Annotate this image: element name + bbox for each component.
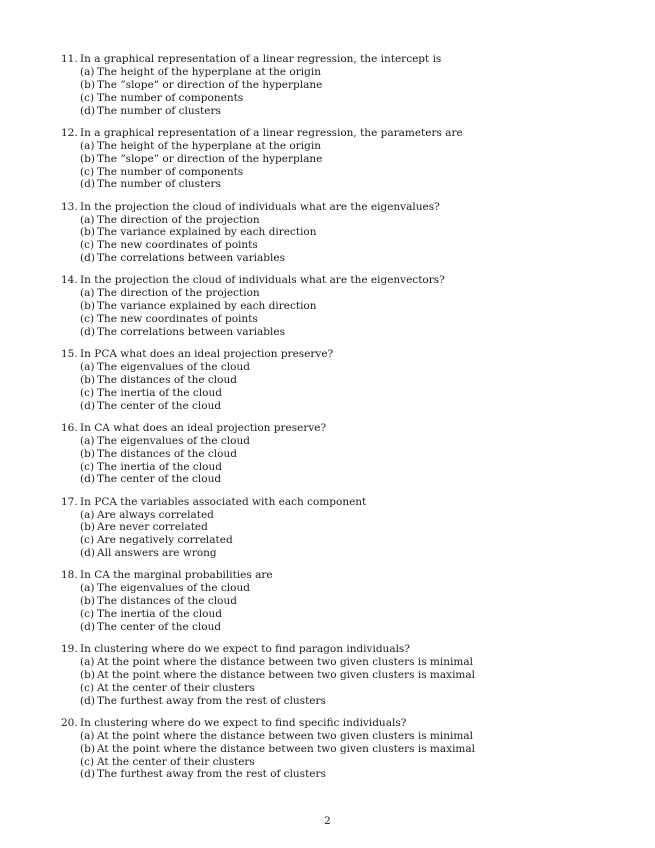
- question-item: [61, 127, 621, 192]
- option-text: At the point where the distance between two given clusters is minimal: [97, 729, 473, 742]
- answer-option: [61, 178, 621, 191]
- question-stem: [61, 127, 621, 140]
- answer-option: [61, 79, 621, 92]
- option-letter: (d): [80, 473, 95, 486]
- answer-option: [61, 509, 621, 522]
- answer-option: [61, 105, 621, 118]
- option-text: The eigenvalues of the cloud: [97, 434, 250, 447]
- question-item: [61, 53, 621, 118]
- option-letter: (a): [80, 213, 95, 226]
- answer-option: [61, 521, 621, 534]
- option-letter: (b): [80, 226, 95, 239]
- option-letter: (d): [80, 547, 95, 560]
- option-text: The inertia of the cloud: [97, 460, 222, 473]
- answer-options: [61, 214, 621, 266]
- option-letter: (d): [80, 178, 95, 191]
- option-letter: (c): [80, 239, 95, 252]
- option-text: The new coordinates of points: [97, 239, 258, 252]
- option-letter: (d): [80, 325, 95, 338]
- question-text: In CA what does an ideal projection preserve?: [80, 421, 327, 434]
- answer-options: [61, 582, 621, 634]
- option-text: The furthest away from the rest of clusters: [97, 694, 326, 707]
- option-letter: (b): [80, 152, 95, 165]
- answer-options: [61, 435, 621, 487]
- option-text: The new coordinates of points: [97, 313, 258, 326]
- option-text: Are negatively correlated: [97, 534, 233, 547]
- option-letter: (a): [80, 656, 95, 668]
- question-item: [61, 274, 621, 339]
- option-letter: (c): [80, 755, 95, 768]
- option-text: The variance explained by each direction: [97, 226, 317, 239]
- option-text: The distances of the cloud: [97, 373, 237, 386]
- option-letter: (a): [80, 361, 95, 373]
- option-letter: (a): [80, 139, 95, 152]
- question-list: [61, 53, 621, 791]
- option-text: The number of clusters: [97, 104, 221, 117]
- answer-option: [61, 743, 621, 756]
- answer-option: [61, 226, 621, 239]
- option-letter: (c): [80, 313, 95, 326]
- option-text: At the center of their clusters: [97, 755, 255, 768]
- option-letter: (c): [80, 460, 95, 473]
- answer-options: [61, 656, 621, 708]
- answer-option: [61, 461, 621, 474]
- answer-option: [61, 313, 621, 326]
- answer-option: [61, 361, 621, 374]
- answer-option: [61, 669, 621, 682]
- option-text: The correlations between variables: [97, 252, 285, 265]
- option-letter: (c): [80, 608, 95, 621]
- question-stem: [61, 496, 621, 509]
- answer-option: [61, 387, 621, 400]
- option-letter: (a): [80, 434, 95, 447]
- question-text: In CA the marginal probabilities are: [80, 569, 273, 582]
- answer-options: [61, 509, 621, 561]
- option-text: Are always correlated: [97, 508, 214, 521]
- option-letter: (b): [80, 521, 95, 534]
- option-letter: (c): [80, 165, 95, 178]
- answer-option: [61, 473, 621, 486]
- answer-option: [61, 756, 621, 769]
- answer-option: [61, 682, 621, 695]
- question-item: [61, 422, 621, 487]
- question-stem: [61, 717, 621, 730]
- question-stem: [61, 422, 621, 435]
- option-letter: (c): [80, 91, 95, 104]
- option-text: At the center of their clusters: [97, 681, 255, 694]
- question-stem: [61, 348, 621, 361]
- option-text: The center of the cloud: [97, 473, 222, 486]
- answer-option: [61, 435, 621, 448]
- answer-option: [61, 214, 621, 227]
- option-text: The distances of the cloud: [97, 447, 237, 460]
- question-stem: [61, 53, 621, 66]
- answer-option: [61, 582, 621, 595]
- question-item: [61, 348, 621, 413]
- answer-option: [61, 140, 621, 153]
- option-letter: (c): [80, 534, 95, 547]
- option-text: The distances of the cloud: [97, 595, 237, 608]
- option-text: At the point where the distance between two given clusters is maximal: [97, 668, 476, 681]
- option-text: The center of the cloud: [97, 620, 222, 633]
- answer-options: [61, 66, 621, 118]
- answer-option: [61, 92, 621, 105]
- answer-option: [61, 534, 621, 547]
- question-number: 18.: [61, 569, 78, 582]
- answer-option: [61, 153, 621, 166]
- answer-option: [61, 300, 621, 313]
- option-letter: (b): [80, 78, 95, 91]
- option-text: The variance explained by each direction: [97, 300, 317, 313]
- option-text: At the point where the distance between two given clusters is maximal: [97, 742, 476, 755]
- option-text: The inertia of the cloud: [97, 608, 222, 621]
- question-text: In PCA the variables associated with each component: [80, 495, 367, 508]
- option-text: The height of the hyperplane at the origin: [97, 66, 321, 78]
- question-text: In a graphical representation of a linear regression, the parameters are: [80, 126, 463, 139]
- answer-option: [61, 374, 621, 387]
- option-text: The number of components: [97, 91, 244, 104]
- answer-option: [61, 730, 621, 743]
- question-stem: [61, 569, 621, 582]
- question-number: 15.: [61, 348, 78, 360]
- option-letter: (b): [80, 595, 95, 608]
- option-letter: (d): [80, 694, 95, 707]
- question-number: 11.: [61, 53, 78, 65]
- answer-option: [61, 621, 621, 634]
- option-text: The height of the hyperplane at the origin: [97, 139, 321, 152]
- option-letter: (d): [80, 252, 95, 265]
- option-letter: (b): [80, 668, 95, 681]
- option-text: All answers are wrong: [97, 547, 217, 560]
- answer-option: [61, 239, 621, 252]
- option-text: The number of clusters: [97, 178, 221, 191]
- question-text: In the projection the cloud of individuals what are the eigenvectors?: [80, 274, 445, 287]
- option-text: The direction of the projection: [97, 213, 260, 226]
- option-text: The eigenvalues of the cloud: [97, 582, 250, 595]
- option-text: The ”slope” or direction of the hyperplane: [97, 78, 323, 91]
- option-letter: (a): [80, 729, 95, 742]
- option-letter: (c): [80, 681, 95, 694]
- answer-options: [61, 287, 621, 339]
- option-letter: (d): [80, 104, 95, 117]
- question-item: [61, 201, 621, 266]
- option-text: The number of components: [97, 165, 244, 178]
- option-letter: (d): [80, 399, 95, 412]
- question-text: In clustering where do we expect to find specific individuals?: [80, 716, 407, 729]
- answer-option: [61, 287, 621, 300]
- question-item: [61, 643, 621, 708]
- answer-option: [61, 326, 621, 339]
- option-letter: (a): [80, 582, 95, 595]
- answer-options: [61, 140, 621, 192]
- answer-option: [61, 547, 621, 560]
- option-letter: (d): [80, 768, 95, 781]
- option-letter: (a): [80, 66, 95, 78]
- question-number: 19.: [61, 643, 78, 655]
- answer-option: [61, 768, 621, 781]
- option-letter: (b): [80, 742, 95, 755]
- option-letter: (a): [80, 508, 95, 521]
- question-text: In a graphical representation of a linear regression, the intercept is: [80, 53, 442, 65]
- answer-option: [61, 252, 621, 265]
- question-number: 17.: [61, 495, 78, 508]
- option-letter: (a): [80, 287, 95, 300]
- option-letter: (d): [80, 620, 95, 633]
- answer-option: [61, 448, 621, 461]
- page-number: 2: [324, 815, 331, 827]
- question-number: 14.: [61, 274, 78, 287]
- option-letter: (b): [80, 373, 95, 386]
- question-number: 13.: [61, 200, 78, 213]
- option-text: The inertia of the cloud: [97, 386, 222, 399]
- question-number: 20.: [61, 716, 78, 729]
- option-text: The center of the cloud: [97, 399, 222, 412]
- question-text: In the projection the cloud of individuals what are the eigenvalues?: [80, 200, 440, 213]
- option-text: The ”slope” or direction of the hyperplane: [97, 152, 323, 165]
- option-letter: (b): [80, 300, 95, 313]
- question-item: [61, 496, 621, 561]
- answer-options: [61, 361, 621, 413]
- option-text: The furthest away from the rest of clusters: [97, 768, 326, 781]
- option-text: At the point where the distance between two given clusters is minimal: [97, 656, 473, 668]
- question-stem: [61, 201, 621, 214]
- answer-option: [61, 400, 621, 413]
- option-text: The correlations between variables: [97, 325, 285, 338]
- answer-option: [61, 656, 621, 669]
- question-number: 16.: [61, 421, 78, 434]
- answer-option: [61, 66, 621, 79]
- option-letter: (c): [80, 386, 95, 399]
- option-text: The direction of the projection: [97, 287, 260, 300]
- question-text: In PCA what does an ideal projection preserve?: [80, 348, 334, 360]
- question-item: [61, 569, 621, 634]
- option-text: Are never correlated: [97, 521, 208, 534]
- question-stem: [61, 643, 621, 656]
- answer-options: [61, 730, 621, 782]
- question-text: In clustering where do we expect to find paragon individuals?: [80, 643, 410, 655]
- answer-option: [61, 608, 621, 621]
- answer-option: [61, 166, 621, 179]
- option-letter: (b): [80, 447, 95, 460]
- question-item: [61, 717, 621, 782]
- answer-option: [61, 695, 621, 708]
- answer-option: [61, 595, 621, 608]
- option-text: The eigenvalues of the cloud: [97, 361, 250, 373]
- question-stem: [61, 274, 621, 287]
- question-number: 12.: [61, 126, 78, 139]
